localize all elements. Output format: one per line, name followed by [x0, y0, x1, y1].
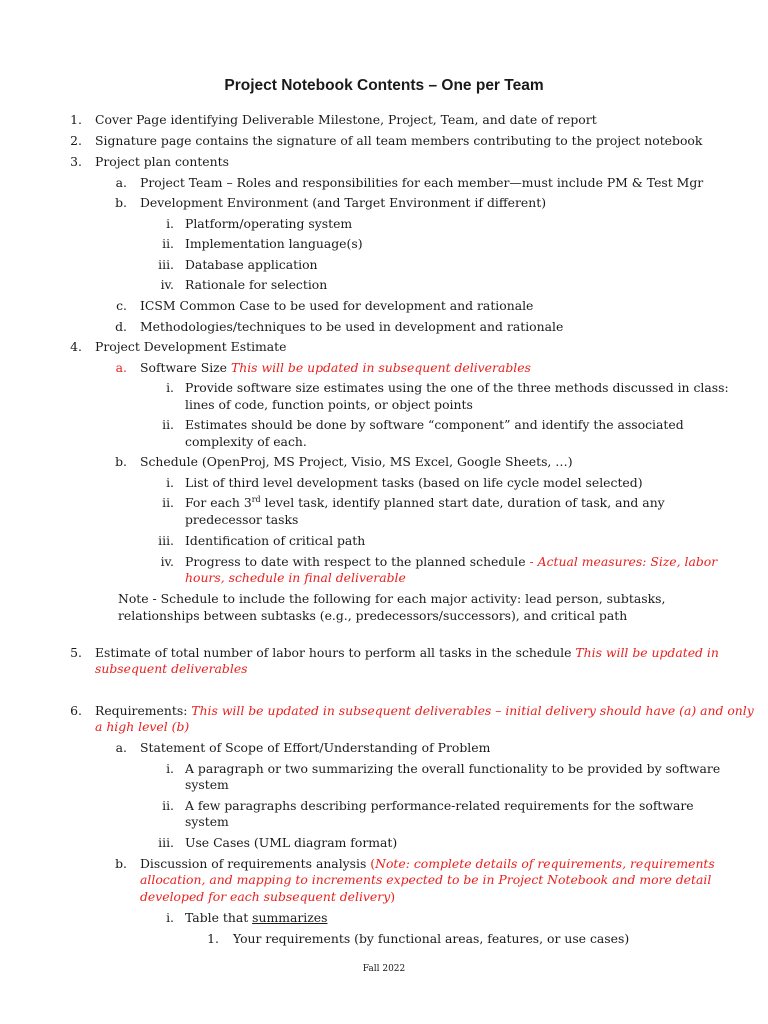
- update-note: This will be updated in subsequent deliverables: [230, 360, 531, 375]
- page-title: Project Notebook Contents – One per Team: [224, 77, 544, 94]
- page-footer: Fall 2022: [362, 964, 406, 974]
- document-page: Project Notebook Contents – One per Team 1. Cover Page identifying Deliverable Milestone, Project, Team, and date of report 2. Signature page contains the signature of all team members contributing to the project notebook 3. Project plan contents a. Project Team – Roles and responsibilities for each member—must include PM & Test Mgr b. Development Environment (and Target Environment if different) i. Platform/operating system ii. Implementation language(s) iii. Database application iv. Rationale for selection c. ICSM Common Case to be used for development and rationale d. Methodologies/techniques to be used in development and rationale 4. Project Development Estimate a. Software Size This will be updated in subsequent deliverables i. Provide software size estimates using the one of the three methods discussed in class: lines of code, function points, or object points ii. Estimates should be done by software “component” and identify the associated complexity of each. b. Schedule (OpenProj, MS Project, Visio, MS Excel, Google Sheets, …) i. List of third level development tasks (based on life cycle model selected) ii. For each 3rd level task, identify planned start date, duration of task, and any predecessor tasks iii. Identification of critical path iv. Progress to date with respect to the planned schedule - Actual measures: Size, labor hours, schedule in final deliverable Note - Schedule to include the following for each major activity: lead person, subtasks, relationships between subtasks (e.g., predecessors/successors), and critical path 5. Estimate of total number of labor hours to perform all tasks in the schedule This will be updated in subsequent deliverables 6. Requirements: This will be updated in subsequent deliverables – initial delivery should have (a) and only a high level (b) a. Statement of Scope of Effort/Understanding of Problem i. A paragraph or two summarizing the overall functionality to be provided by software system ii. A few paragraphs describing performance-related requirements for the software system iii. Use Cases (UML diagram format) b. Discussion of requirements analysis (Note: complete details of requirements, requirements allocation, and mapping to increments expected to be in Project Notebook and more detail developed for each subsequent delivery) i. Table that summarizes 1. Your requirements (by functional areas, features, or use cases) Fall 2022: [0, 0, 768, 1024]
